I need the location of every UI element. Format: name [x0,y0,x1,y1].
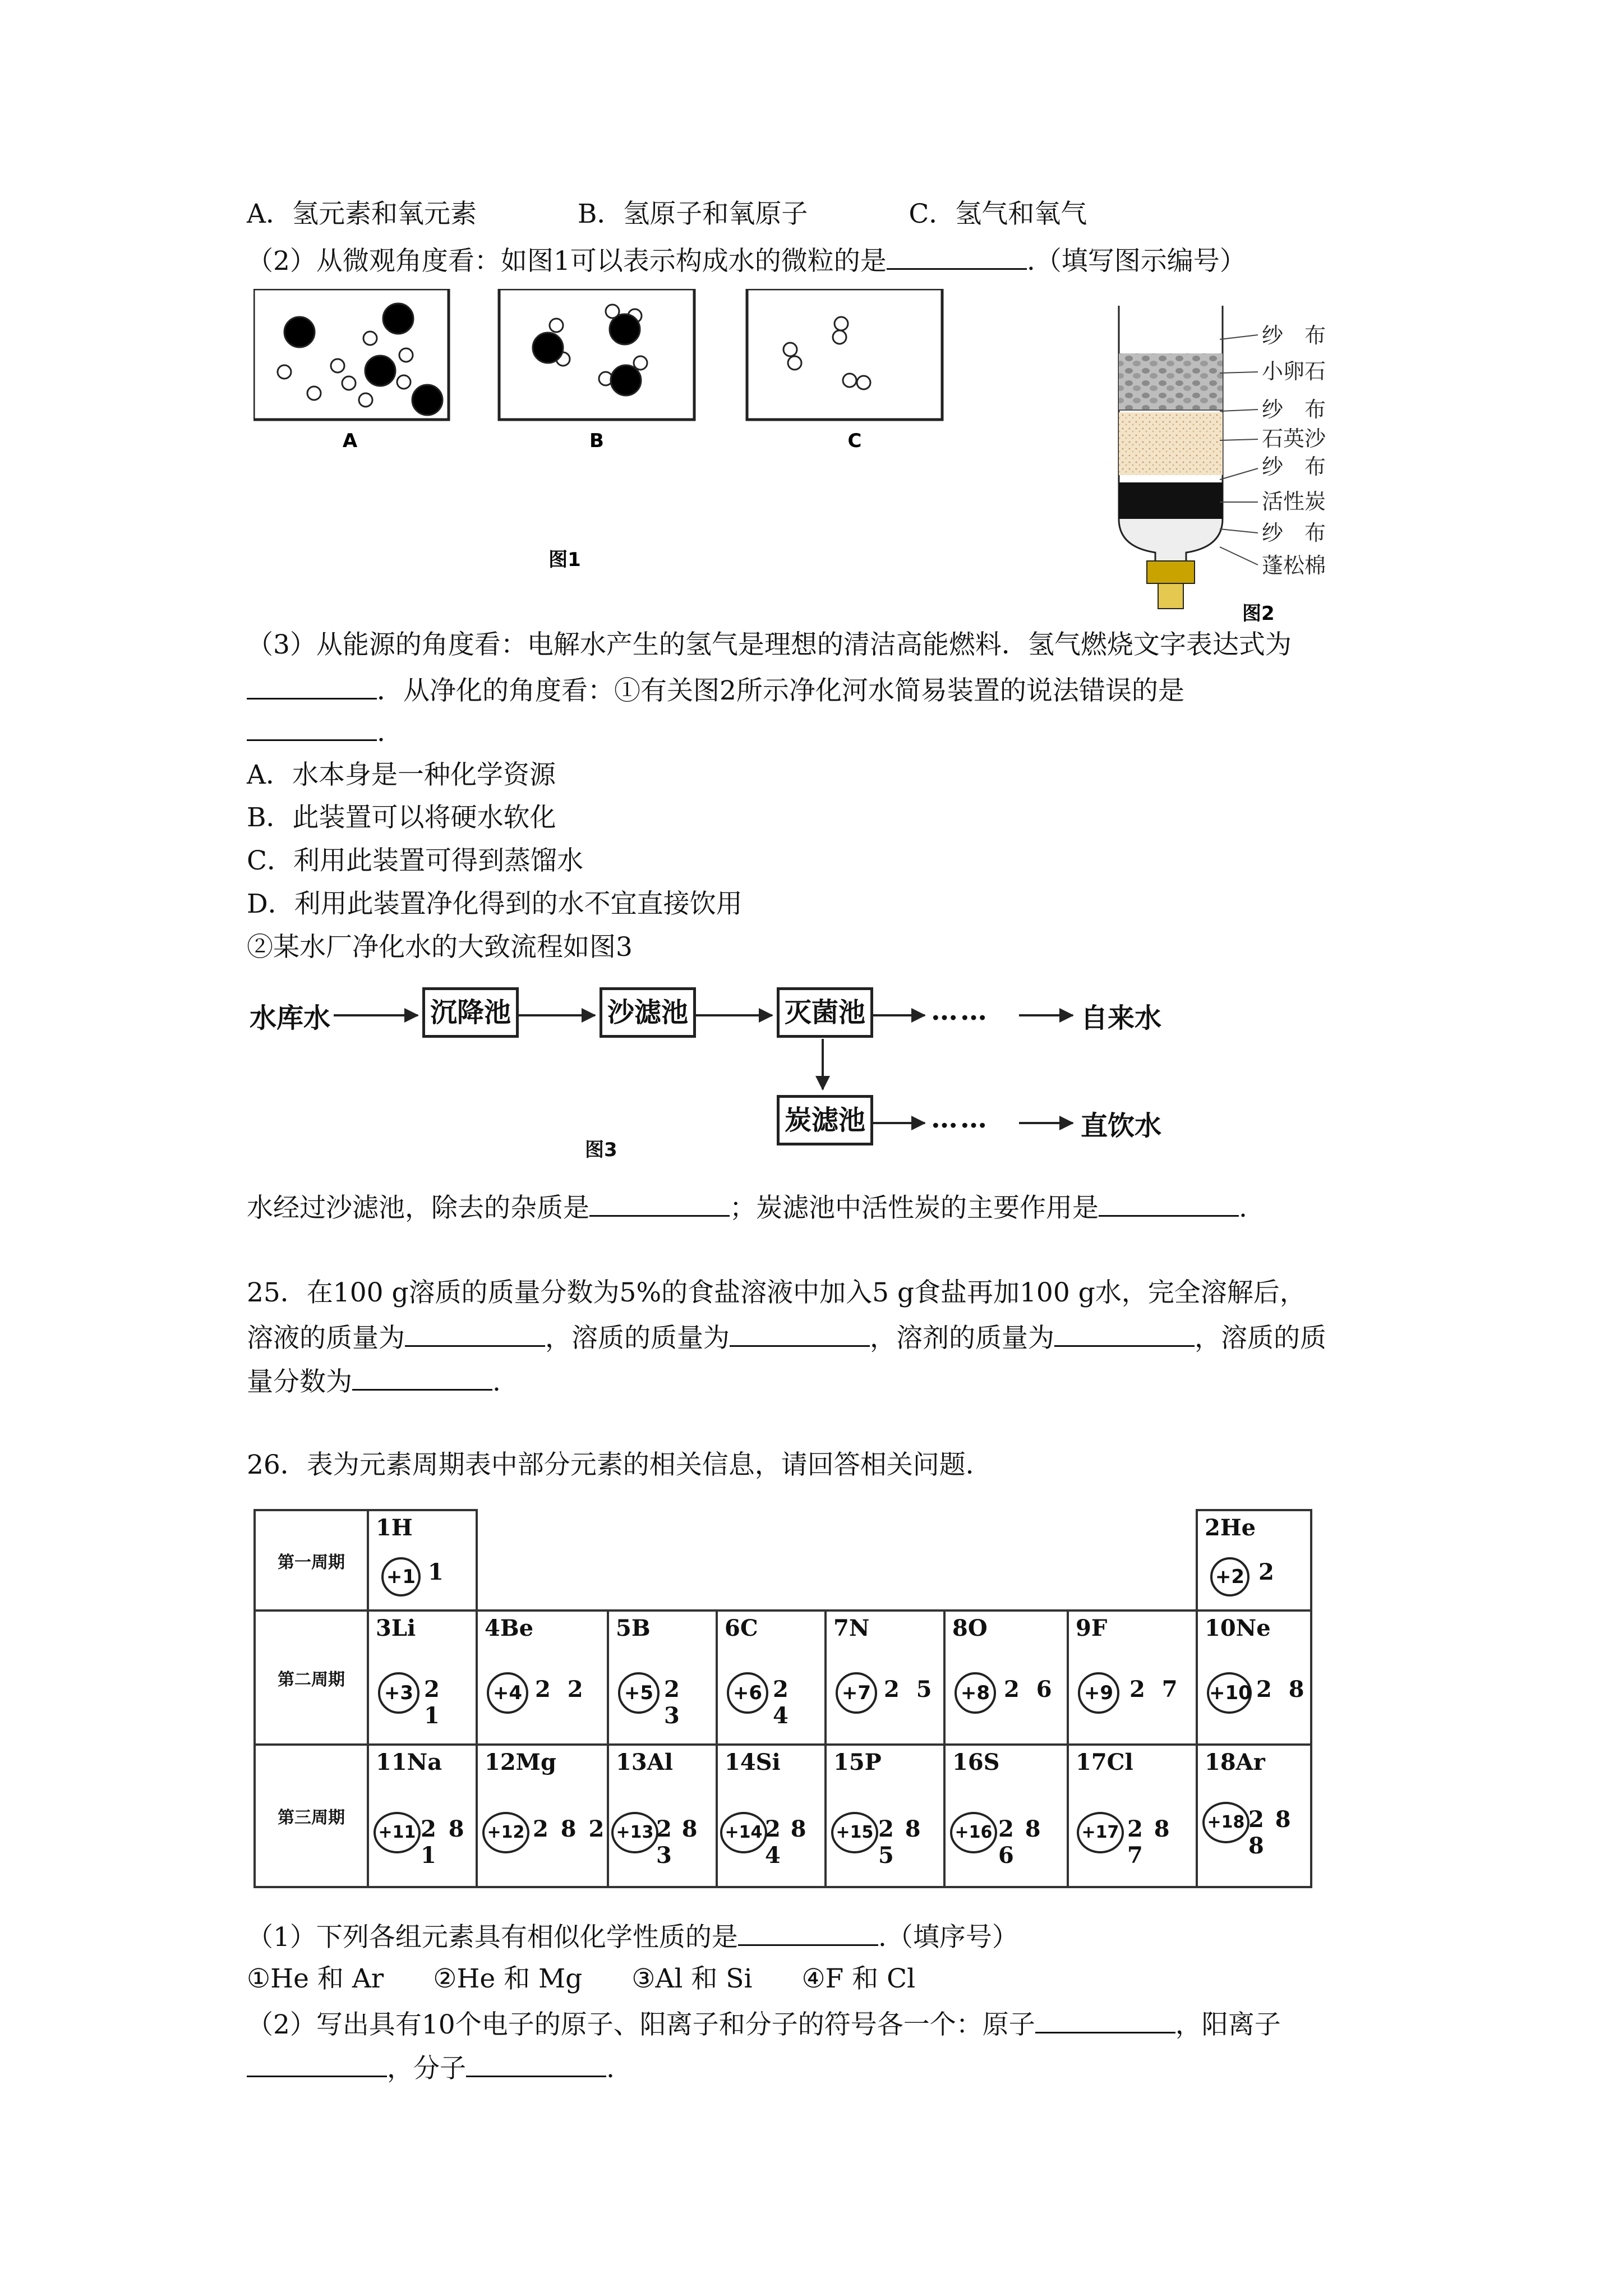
nucleus: +4 [487,1672,528,1714]
flow-box-sedimentation: 沉降池 [422,987,519,1038]
electron-shells: 2 1 [424,1676,444,1729]
electron-shells: 2 8 2 [533,1816,607,1842]
q26-sub1-text: （1）下列各组元素具有相似化学性质的是 [247,1922,738,1953]
element-cell [826,1611,944,1745]
element-symbol: 9F [1076,1615,1108,1641]
fig2-label-5: 纱 布 [1262,454,1326,479]
element-symbol: 7N [833,1615,870,1641]
nucleus: +1 [381,1557,421,1596]
answer-blank[interactable] [589,1189,730,1217]
q26-sub2-line1 [247,2006,1281,2042]
element-cell [368,1745,477,1887]
element-symbol: 4Be [485,1615,534,1641]
flow-end-drinking-water: 直饮水 [1081,1110,1162,1142]
flow-start: 水库水 [250,1002,331,1034]
element-cell [1197,1745,1311,1887]
flow-box-sterilization: 灭菌池 [777,987,873,1038]
electron-shells: 2 8 1 [421,1816,467,1869]
element-symbol: 8O [952,1615,988,1641]
element-cell [477,1611,608,1745]
figure-2-filter [1108,306,1388,628]
q26-sub2-c: ，分子 [387,2053,466,2084]
fig2-label-8: 蓬松棉 [1262,553,1326,578]
element-symbol: 3Li [376,1615,416,1641]
element-cell [944,1611,1068,1745]
element-symbol: 15P [833,1749,882,1775]
answer-blank[interactable] [738,1918,878,1946]
element-cell [717,1745,826,1887]
nucleus: +3 [378,1672,419,1714]
fig2-caption: 图2 [1242,602,1275,625]
nucleus: +7 [836,1672,877,1714]
q24-sub3-part2: ②某水厂净化水的大致流程如图3 [247,932,633,963]
periodic-table [253,1509,1312,1888]
q24-sub3-line1: （3）从能源的角度看：电解水产生的氢气是理想的清洁高能燃料．氢气燃烧文字表达式为 [247,629,1292,660]
element-cell [944,1745,1068,1887]
nucleus: +18 [1202,1802,1249,1843]
q25-l2d: ，溶质的质 [1195,1323,1326,1354]
element-cell-He [1197,1510,1311,1611]
nucleus: +17 [1077,1812,1124,1853]
q25-l2c: ，溶剂的质量为 [870,1323,1054,1354]
fig1-label-a: A [342,430,358,452]
fig2-label-1: 纱 布 [1262,323,1326,348]
answer-blank[interactable] [1035,2006,1175,2033]
q26-sub2-b: ，阳离子 [1175,2009,1281,2040]
answer-blank[interactable] [887,242,1027,270]
element-cell [477,1745,608,1887]
element-symbol: 2He [1205,1515,1256,1541]
q26-option-4: ④F 和 Cl [801,1963,916,1994]
electron-shells: 2 2 [535,1676,588,1703]
choice-b: B．此装置可以将硬水软化 [247,802,556,833]
element-cell [826,1745,944,1887]
q24-options-line [247,197,1087,231]
flow-arrow [694,1014,772,1016]
q24-last-a: 水经过沙滤池，除去的杂质是 [247,1193,589,1223]
period-1-label: 第一周期 [255,1510,368,1611]
flow-arrow [871,1014,925,1016]
nucleus: +11 [374,1812,421,1853]
choice-a: A．水本身是一种化学资源 [247,760,556,790]
element-cell [368,1611,477,1745]
q25-l2a: 溶液的质量为 [247,1323,405,1354]
electron-shells: 2 7 [1129,1676,1182,1703]
q26-intro: 26．表为元素周期表中部分元素的相关信息，请回答相关问题． [247,1450,992,1480]
electron-shells: 2 3 [664,1676,684,1729]
q26-option-3: ③Al 和 Si [631,1963,753,1994]
flow-arrow [517,1014,595,1016]
fig2-label-3: 纱 布 [1262,397,1326,422]
element-symbol: 16S [952,1749,1000,1775]
fig2-label-4: 石英沙 [1262,426,1326,451]
q24-sub3-line3 [247,714,385,749]
fig3-caption: 图3 [585,1139,617,1161]
fig2-label-2: 小卵石 [1262,359,1326,384]
figure-3-flow [250,987,1203,1178]
electron-shells: 2 [1258,1559,1279,1585]
nucleus: +5 [618,1672,660,1714]
q25-line2 [247,1319,1326,1355]
nucleus: +12 [482,1812,529,1853]
electron-shells: 2 8 3 [656,1816,699,1869]
flow-arrow [1019,1122,1073,1124]
nucleus: +10 [1207,1672,1252,1714]
element-symbol: 1H [376,1515,413,1541]
q25-line3 [247,1363,501,1399]
figure-1 [253,289,955,605]
fig1-caption: 图1 [548,549,581,571]
electron-shells: 2 8 6 [998,1816,1043,1869]
flow-arrow [334,1014,418,1016]
q24-last-b: ；炭滤池中活性炭的主要作用是 [730,1193,1099,1223]
flow-arrow-down [822,1039,824,1089]
element-symbol: 5B [616,1615,651,1641]
element-cell [1068,1745,1197,1887]
figure-1-molecules [253,289,955,603]
answer-blank[interactable] [466,2050,606,2077]
fig1-label-c: C [847,430,862,452]
q24-sub3-line3-tail: . [377,717,385,748]
nucleus: +8 [955,1672,996,1714]
choice-c: C．利用此装置可得到蒸馏水 [247,845,583,876]
q24-sub3-line2-text: ．从净化的角度看：①有关图2所示净化河水简易装置的说法错误的是 [377,675,1184,706]
element-symbol: 10Ne [1205,1615,1271,1641]
q26-option-2: ②He 和 Mg [433,1963,583,1994]
answer-blank[interactable] [247,672,377,700]
nucleus: +2 [1210,1557,1249,1596]
element-symbol: 17Cl [1076,1749,1133,1775]
answer-blank[interactable] [1099,1189,1239,1217]
q24-sub2-text: （2）从微观角度看：如图1可以表示构成水的微粒的是 [247,246,887,277]
q26-sub2-line2 [247,2050,615,2086]
nucleus: +6 [727,1672,768,1714]
flow-box-sand-filter: 沙滤池 [600,987,696,1038]
element-cell [717,1611,826,1745]
q26-sub1 [247,1918,1018,1954]
element-cell [1197,1611,1311,1745]
electron-shells: 2 8 5 [878,1816,923,1869]
period-3-label: 第三周期 [255,1745,368,1887]
element-symbol: 14Si [725,1749,781,1775]
flow-arrow [871,1122,925,1124]
answer-blank[interactable] [405,1319,545,1347]
q24-option-b: B．氢原子和氧原子 [577,199,808,229]
q24-option-c: C．氢气和氧气 [909,199,1087,229]
electron-shells: 2 8 7 [1127,1816,1172,1869]
element-cell [608,1611,717,1745]
flow-dots: …… [931,1103,989,1134]
q26-option-1: ①He 和 Ar [247,1963,384,1994]
q25-l3a: 量分数为 [247,1366,352,1397]
nucleus: +15 [831,1812,878,1853]
q26-sub2-d: . [606,2053,615,2084]
flow-arrow [1019,1014,1073,1016]
nucleus: +9 [1078,1672,1119,1714]
q24-sub2-tail: .（填写图示编号） [1026,246,1246,277]
flow-box-carbon-filter: 炭滤池 [777,1095,873,1145]
q24-last-c: . [1239,1193,1247,1223]
element-symbol: 11Na [376,1749,442,1775]
flow-dots: …… [931,995,989,1027]
q26-sub1-tail: .（填序号） [878,1922,1018,1953]
element-symbol: 18Ar [1205,1749,1265,1775]
choice-d: D．利用此装置净化得到的水不宜直接饮用 [247,889,743,919]
electron-shells: 2 6 [1004,1676,1057,1703]
empty-gap [477,1510,1197,1611]
nucleus: +13 [611,1812,658,1853]
electron-shells: 2 4 [773,1676,793,1729]
electron-shells: 2 8 8 [1248,1806,1293,1859]
answer-blank[interactable] [247,2050,387,2077]
q24-sub3-line2 [247,672,1184,708]
element-cell-H [368,1510,477,1611]
answer-blank[interactable] [247,714,377,741]
fig2-label-6: 活性炭 [1262,489,1326,514]
answer-blank[interactable] [1054,1319,1195,1347]
electron-shells: 2 5 [884,1676,937,1703]
electron-shells: 2 8 4 [765,1816,808,1869]
nucleus: +14 [720,1812,767,1853]
q25-l3b: . [492,1366,501,1397]
period-2-label: 第二周期 [255,1611,368,1745]
electron-shells: 2 8 [1256,1676,1309,1703]
q24-sub2 [247,242,1246,278]
q25-line1: 25．在100 g溶质的质量分数为5%的食盐溶液中加入5 g食盐再加100 g水，完全溶解后， [247,1277,1306,1308]
element-symbol: 13Al [616,1749,673,1775]
nucleus: +16 [950,1812,997,1853]
q25-l2b: ，溶质的质量为 [545,1323,730,1354]
fig1-label-b: B [589,430,604,452]
figure-2-drawing [1108,306,1388,625]
electron-shells: 1 [428,1559,448,1585]
q24-last-line [247,1189,1247,1225]
q26-sub1-options [247,1962,915,1996]
flow-end-tapwater: 自来水 [1081,1002,1162,1034]
element-cell [608,1745,717,1887]
q26-sub2-text: （2）写出具有10个电子的原子、阳离子和分子的符号各一个：原子 [247,2009,1035,2040]
element-symbol: 6C [725,1615,758,1641]
answer-blank[interactable] [730,1319,870,1347]
element-symbol: 12Mg [485,1749,556,1775]
element-cell [1068,1611,1197,1745]
fig2-label-7: 纱 布 [1262,521,1326,545]
q24-option-a: A．氢元素和氧元素 [247,199,477,229]
answer-blank[interactable] [352,1363,492,1391]
